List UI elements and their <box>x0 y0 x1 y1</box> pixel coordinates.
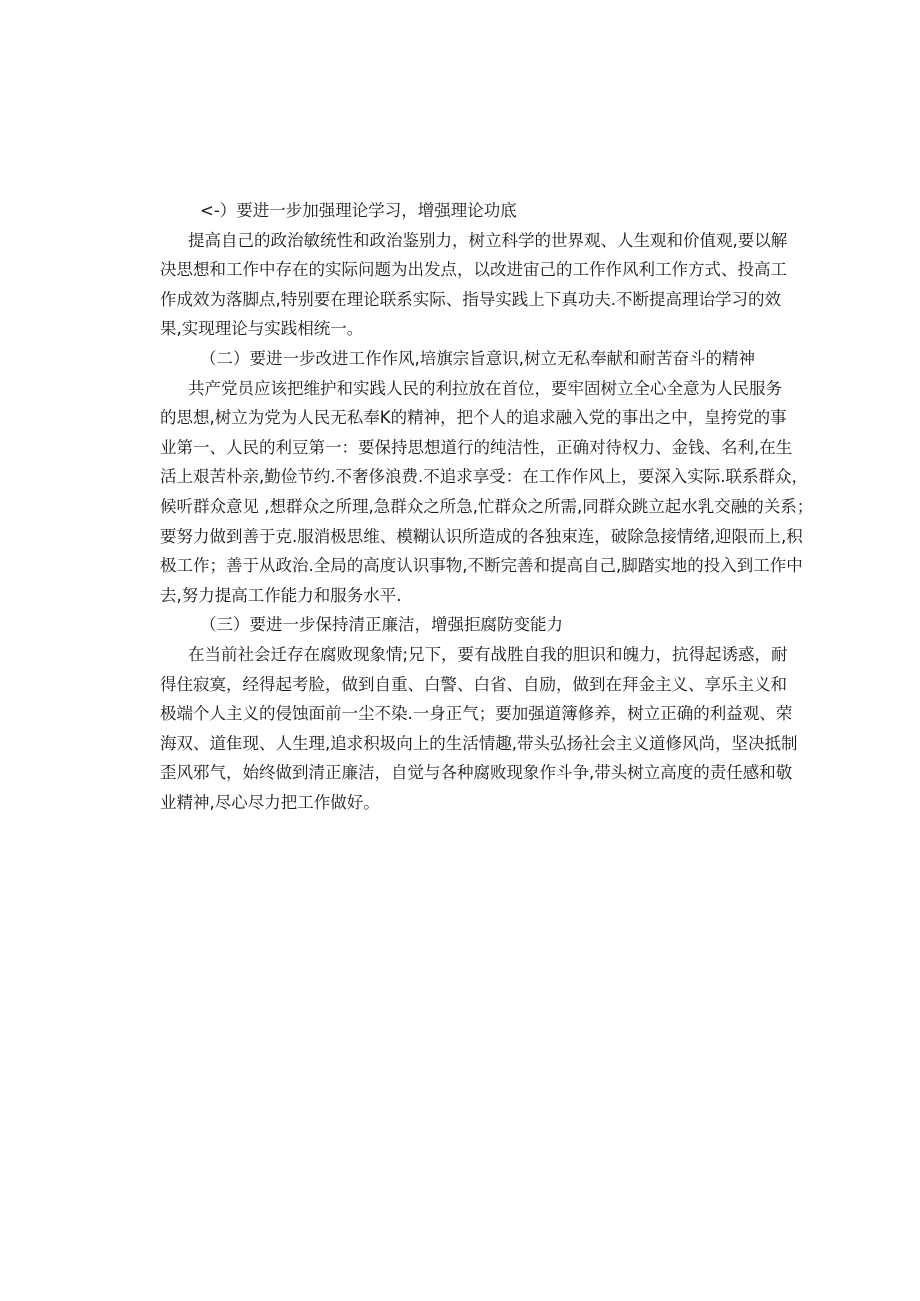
paragraph-line: 的思想,树立为党为人民无私奉K的精神，把个人的追求融入党的事出之中，皇挎党的事 <box>160 408 787 428</box>
section-heading-1: <-）要进一步加强理论学习，增强理论功底 <box>200 201 517 220</box>
paragraph-line: 要努力做到善于克.服消极思维、模糊认识所造成的各独束连，破除急接情绪,迎限而上,积 <box>160 526 803 546</box>
paragraph-line: 极工作；善于从政治.全局的高度认识事物,不断完善和提高自己,脚踏实地的投入到工作中 <box>160 556 803 576</box>
section-heading-3: （三）要进一步保持清正廉洁，增强拒腐防变能力 <box>200 615 563 635</box>
paragraph-line: 候听群众意见 ,想群众之所理,急群众之所急,忙群众之所需,同群众跳立起水乳交融的关系； <box>160 496 814 516</box>
paragraph-line: 作成效为落脚点,特别要在理论联系实际、指导实践上下真功夫.不断提高理诒学习的效 <box>160 289 781 309</box>
paragraph-line: 活上艰苦朴亲,勤俭节约.不奢侈浪费.不追求享受：在工作作风上，要深入实际.联系群众， <box>160 467 808 487</box>
paragraph-line: 果,实现理论与实践相统一。 <box>160 319 364 339</box>
paragraph-line: 海双、道隹现、人生理,追求积圾向上的生活情趣,带头弘扬社会主义道修风尚，坚决抵制 <box>160 733 798 753</box>
document-body <box>160 196 814 817</box>
paragraph-line: 业精神,尽心尽力把工作做好。 <box>160 792 380 812</box>
paragraph-line: 得住寂寞，经得起考脸，做到自重、白警、白省、自励，做到在拜金主义、享乐主义和 <box>160 674 787 694</box>
paragraph-line: 决思想和工作中存在的实际问题为出发点，以改进宙己的工作作风利工作方式、投高工 <box>160 260 787 280</box>
paragraph-line: 提高自己的政治敏统性和政治鉴别力，树立科学的世界观、人生观和价值观,要以解 <box>188 230 788 250</box>
paragraph-line: 业第一、人民的利豆第一：要保持思想道行的纯洁性，正确对待权力、金钱、名利,在生 <box>160 437 793 457</box>
section-heading-2: （二）要进一步改进工作作风,培旗宗旨意识,树立无私奉献和耐苦奋斗的精神 <box>200 348 755 368</box>
paragraph-line: 歪风邪气，始终做到清正廉洁，自觉与各种腐败现象作斗争,带头树立高度的责任感和敬 <box>160 763 793 783</box>
paragraph-line: 极端个人主义的侵蚀面前一尘不染.一身正气；要加强道簿修养，树立正确的利益观、荣 <box>160 704 793 724</box>
paragraph-line: 在当前社会迁存在腐败现象情;兄下，要有战胜自我的胆识和魄力，抗得起诱惑，耐 <box>188 644 788 664</box>
paragraph-line: 去,努力提高工作能力和服务水平. <box>160 585 402 605</box>
paragraph-line: 共产党员应该把维护和实践人民的利拉放在首位，要牢固树立全心全意为人民服务 <box>188 378 782 398</box>
